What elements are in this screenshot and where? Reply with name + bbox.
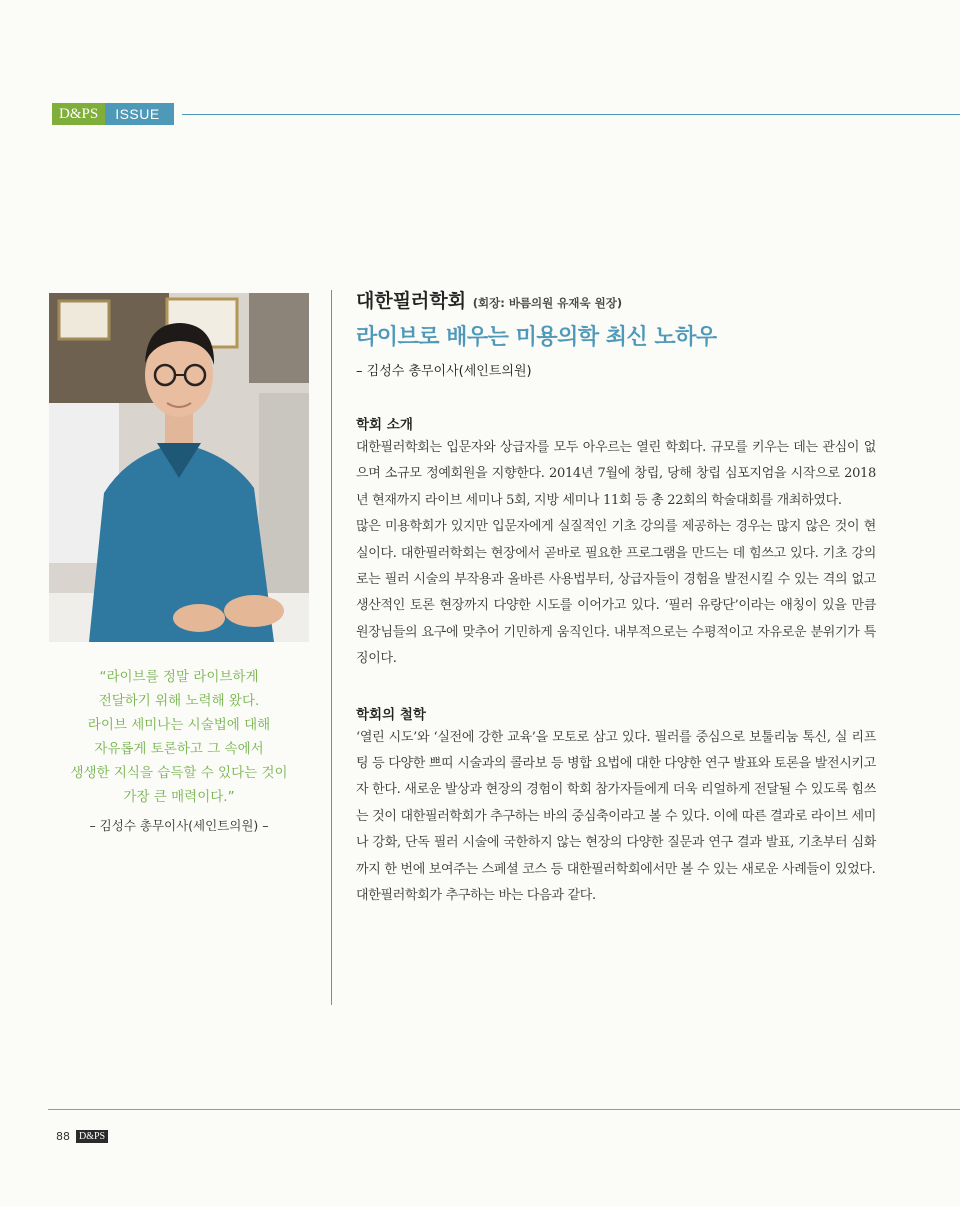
quote-line: 라이브 세미나는 시술법에 대해 (87, 717, 271, 733)
section-label: ISSUE (105, 103, 174, 125)
organization-name: 대한필러학회 (356, 290, 467, 312)
organization-heading (356, 288, 876, 316)
paragraph: 대한필러학회는 입문자와 상급자를 모두 아우르는 열린 학회다. 규모를 키우는 데는 관심이 없으며 소규모 정예회원을 지향한다. 2014년 7월에 창립, 당해 창립 심포지엄을 시작으로 2018년 현재까지 라이브 세미나 5회, 지방 세미나 11회 등 총 22회의 학술대회를 개최하였다. (356, 440, 876, 508)
doctor-portrait-image (49, 293, 309, 642)
paragraph: 많은 미용학회가 있지만 입문자에게 실질적인 기초 강의를 제공하는 경우는 많지 않은 것이 현실이다. 대한필러학회는 현장에서 곧바로 필요한 프로그램을 만드는 데 힘쓰고 있다. 기초 강의로는 필러 시술의 부작용과 올바른 사용법부터, 상급자들이 경험을 발전시킬 수 있는 격의 없고 생산적인 토론 현장까지 다양한 시도를 이어가고 있다. ‘필러 유랑단’이라는 애칭이 있을 만큼 원장님들의 요구에 맞추어 기민하게 움직인다. 내부적으로는 수평적이고 자유로운 분위기가 특징이다. (356, 519, 876, 667)
section-heading-philosophy: 학회의 철학 (356, 706, 426, 723)
paragraph: ‘열린 시도’와 ‘실전에 강한 교육’을 모토로 삼고 있다. 필러를 중심으로 보툴리눔 톡신, 실 리프팅 등 다양한 쁘띠 시술과의 콜라보 등 병합 요법에 대한 다양한 연구 발표와 토론을 발전시키고자 한다. 새로운 발상과 현장의 경험이 학회 참가자들에게 더욱 리얼하게 전달될 수 있도록 힘쓰는 것이 대한필러학회가 추구하는 바의 중심축이라고 볼 수 있다. 이에 따른 결과로 라이브 세미나 강화, 단독 필러 시술에 국한하지 않는 현장의 다양한 질문과 연구 결과 발표, 기초부터 심화까지 한 번에 보여주는 스페셜 코스 등 대한필러학회에서만 볼 수 있는 새로운 사례들이 있었다. (356, 729, 876, 877)
interview-photo (49, 293, 309, 642)
brand-badge: D&PS (52, 103, 105, 125)
pull-quote (49, 665, 309, 809)
section-body-philosophy (356, 725, 876, 910)
quote-line: “라이브를 정말 라이브하게 (99, 669, 259, 685)
quote-line: 생생한 지식을 습득할 수 있다는 것이 (70, 765, 288, 781)
quote-credit: – 김성수 총무이사(세인트의원) – (89, 818, 269, 833)
quote-line: 자유롭게 토론하고 그 속에서 (94, 741, 264, 757)
page-footer (56, 1130, 108, 1143)
article-body (356, 288, 876, 910)
article-title: 라이브로 배우는 미용의학 최신 노하우 (356, 324, 717, 350)
quote-line: 전달하기 위해 노력해 왔다. (98, 693, 260, 709)
header-divider (182, 114, 960, 115)
paragraph: 대한필러학회가 추구하는 바는 다음과 같다. (356, 888, 596, 904)
column-divider (331, 290, 332, 1005)
section-heading-intro: 학회 소개 (356, 417, 413, 433)
section-body-intro (356, 435, 876, 673)
article-byline: – 김성수 총무이사(세인트의원) (356, 364, 532, 379)
quote-line: 가장 큰 매력이다.” (123, 789, 235, 805)
organization-subtitle: (회장: 바름의원 유재욱 원장) (472, 296, 623, 310)
footer-logo: D&PS (76, 1130, 108, 1143)
section-badge (52, 103, 174, 125)
page-number: 88 (56, 1130, 70, 1143)
footer-divider (48, 1109, 960, 1110)
